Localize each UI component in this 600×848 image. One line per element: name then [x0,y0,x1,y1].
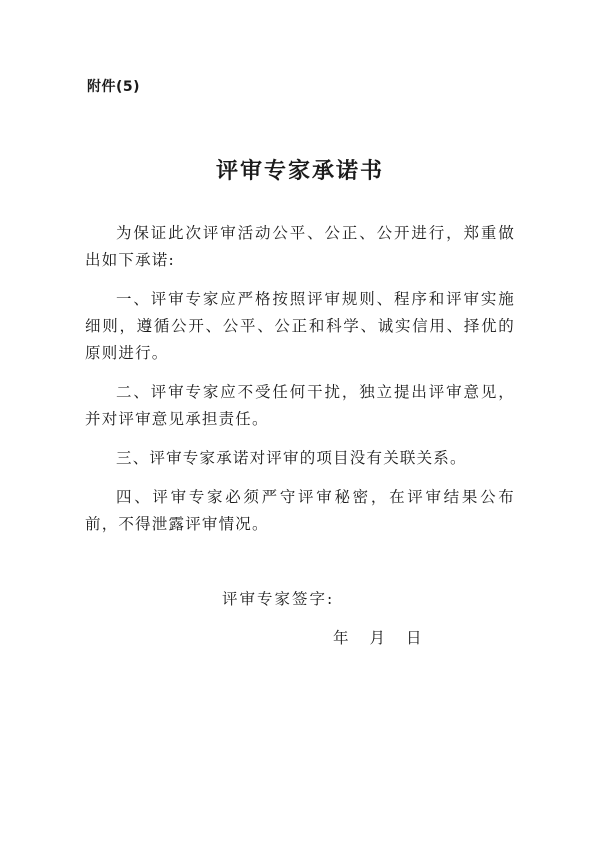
date-month-label: 月 [369,629,386,647]
commitment-item-1: 一、评审专家应严格按照评审规则、程序和评审实施细则，遵循公开、公平、公正和科学、诚实信用、择优的原则进行。 [85,290,515,362]
commitment-item-3: 三、评审专家承诺对评审的项目没有关联关系。 [116,449,467,467]
date-line [333,626,422,648]
date-day-label: 日 [406,629,422,647]
attachment-label: 附件(5) [87,79,141,95]
date-year-label: 年 [333,629,349,647]
signature-label: 评审专家签字: [222,590,335,608]
intro-paragraph: 为保证此次评审活动公平、公正、公开进行，郑重做出如下承诺: [85,224,515,269]
commitment-body [85,220,515,550]
commitment-item-2: 二、评审专家应不受任何干扰，独立提出评审意见，并对评审意见承担责任。 [85,383,515,428]
commitment-item-4: 四、评审专家必须严守评审秘密，在评审结果公布前，不得泄露评审情况。 [85,488,515,533]
document-title: 评审专家承诺书 [215,159,384,184]
